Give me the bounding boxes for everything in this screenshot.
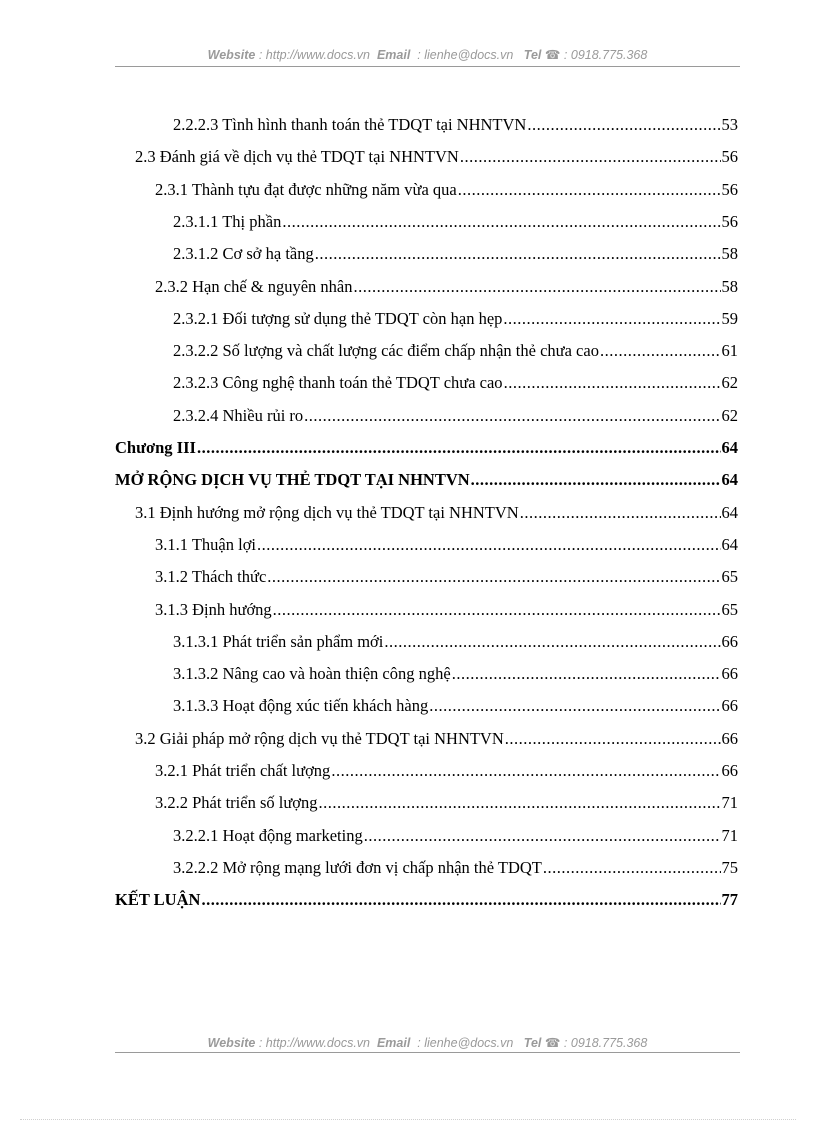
toc-dot-leader bbox=[458, 177, 721, 203]
toc-entry-title: 2.3.2.1 Đối tượng sử dụng thẻ TDQT còn hạn hẹp bbox=[173, 308, 503, 328]
toc-dot-leader bbox=[319, 790, 721, 816]
toc-dot-leader bbox=[315, 241, 721, 267]
toc-entry[interactable] bbox=[173, 112, 738, 138]
header-tel-value: ☎ : 0918.775.368 bbox=[544, 48, 648, 62]
toc-entry-page: 64 bbox=[721, 502, 738, 522]
toc-entry-page: 66 bbox=[721, 664, 738, 684]
toc-dot-leader bbox=[201, 887, 720, 913]
toc-entry-title: 3.1.3 Định hướng bbox=[155, 599, 272, 619]
toc-dot-leader bbox=[520, 500, 721, 526]
toc-entry[interactable] bbox=[173, 629, 738, 655]
toc-entry[interactable] bbox=[115, 467, 738, 493]
toc-entry-page: 65 bbox=[721, 599, 738, 619]
footer-rule bbox=[115, 1052, 740, 1053]
toc-dot-leader bbox=[429, 693, 720, 719]
toc-entry-page: 64 bbox=[721, 470, 738, 490]
toc-entry-page: 66 bbox=[721, 631, 738, 651]
page-header bbox=[115, 47, 740, 62]
toc-entry[interactable] bbox=[173, 209, 738, 235]
toc-entry[interactable] bbox=[155, 790, 738, 816]
footer-tel-label: Tel bbox=[523, 1036, 542, 1050]
toc-entry-title: 3.1.3.1 Phát triển sản phẩm mới bbox=[173, 631, 384, 651]
toc-entry-title: 2.3.2 Hạn chế & nguyên nhân bbox=[155, 276, 353, 296]
header-email-value: : lienhe@docs.vn bbox=[417, 48, 514, 62]
footer-email-value: : lienhe@docs.vn bbox=[417, 1036, 514, 1050]
toc-dot-leader bbox=[543, 855, 721, 881]
footer-email-label: Email bbox=[376, 1036, 411, 1050]
toc-entry[interactable] bbox=[155, 564, 738, 590]
toc-dot-leader bbox=[267, 564, 720, 590]
toc-entry-page: 56 bbox=[721, 211, 738, 231]
toc-entry-page: 62 bbox=[721, 373, 738, 393]
toc-dot-leader bbox=[452, 661, 721, 687]
toc-dot-leader bbox=[354, 274, 721, 300]
header-tel-label: Tel bbox=[523, 48, 542, 62]
toc-entry[interactable] bbox=[173, 370, 738, 396]
footer-website-value: : http://www.docs.vn bbox=[258, 1036, 371, 1050]
toc-entry[interactable] bbox=[173, 306, 738, 332]
toc-dot-leader bbox=[600, 338, 721, 364]
toc-entry-page: 58 bbox=[721, 244, 738, 264]
toc-entry-page: 65 bbox=[721, 567, 738, 587]
toc-entry-title: 2.3.2.2 Số lượng và chất lượng các điểm chấp nhận thẻ chưa cao bbox=[173, 341, 599, 361]
toc-entry[interactable] bbox=[173, 403, 738, 429]
toc-entry-page: 71 bbox=[721, 825, 738, 845]
toc-entry-title: 2.3.1.1 Thị phần bbox=[173, 211, 282, 231]
toc-entry[interactable] bbox=[173, 693, 738, 719]
footer-website-label: Website bbox=[207, 1036, 256, 1050]
toc-entry-title: 2.3.2.4 Nhiều rủi ro bbox=[173, 405, 304, 425]
toc-entry-title: 3.2.1 Phát triển chất lượng bbox=[155, 761, 331, 780]
toc-entry-page: 62 bbox=[721, 405, 738, 425]
toc-entry[interactable] bbox=[115, 887, 738, 913]
toc-entry[interactable] bbox=[155, 597, 738, 623]
toc-dot-leader bbox=[304, 403, 720, 429]
toc-entry-title: 3.2 Giải pháp mở rộng dịch vụ thẻ TDQT tại NHNTVN bbox=[135, 728, 504, 748]
toc-dot-leader bbox=[503, 306, 720, 332]
toc-entry[interactable] bbox=[115, 435, 738, 461]
header-rule bbox=[115, 66, 740, 67]
toc-entry-title: 3.1 Định hướng mở rộng dịch vụ thẻ TDQT tại NHNTVN bbox=[135, 502, 519, 522]
toc-entry-page: 66 bbox=[721, 696, 738, 716]
toc-dot-leader bbox=[331, 758, 720, 784]
toc-entry-title: 3.1.2 Thách thức bbox=[155, 567, 267, 587]
toc-entry-page: 75 bbox=[721, 857, 738, 877]
toc-entry-title: 3.2.2.2 Mở rộng mạng lưới đơn vị chấp nhận thẻ TDQT bbox=[173, 857, 542, 877]
toc-entry-page: 66 bbox=[721, 761, 738, 780]
toc-entry-title: Chương III bbox=[115, 438, 196, 457]
toc-entry-title: 3.1.3.3 Hoạt động xúc tiến khách hàng bbox=[173, 696, 429, 716]
toc-dot-leader bbox=[527, 112, 720, 138]
toc-entry-page: 59 bbox=[721, 308, 738, 328]
toc-entry-title: 2.3.2.3 Công nghệ thanh toán thẻ TDQT chưa cao bbox=[173, 373, 503, 393]
toc-dot-leader bbox=[505, 726, 721, 752]
toc-entry-page: 56 bbox=[721, 179, 738, 199]
toc-entry[interactable] bbox=[135, 144, 738, 170]
toc-entry[interactable] bbox=[135, 726, 738, 752]
toc-dot-leader bbox=[471, 467, 721, 493]
page-edge-divider bbox=[20, 1119, 796, 1120]
toc-entry-page: 61 bbox=[721, 341, 738, 361]
toc-entry[interactable] bbox=[173, 241, 738, 267]
toc-entry[interactable] bbox=[173, 823, 738, 849]
header-website-value: : http://www.docs.vn bbox=[258, 48, 371, 62]
header-email-label: Email bbox=[376, 48, 411, 62]
toc-entry-page: 56 bbox=[721, 147, 738, 167]
toc-entry-title: 3.1.3.2 Nâng cao và hoàn thiện công nghệ bbox=[173, 664, 451, 684]
toc-entry-page: 71 bbox=[721, 793, 738, 813]
toc-dot-leader bbox=[282, 209, 720, 235]
toc-dot-leader bbox=[460, 144, 721, 170]
toc-dot-leader bbox=[504, 370, 721, 396]
toc-entry[interactable] bbox=[155, 758, 738, 784]
toc-entry-page: 64 bbox=[721, 534, 738, 554]
footer-tel-value: ☎ : 0918.775.368 bbox=[544, 1036, 648, 1050]
toc-entry-title: 2.3.1 Thành tựu đạt được những năm vừa qua bbox=[155, 179, 457, 199]
toc-entry-title: 3.1.1 Thuận lợi bbox=[155, 534, 256, 554]
toc-entry-title: 3.2.2.1 Hoạt động marketing bbox=[173, 825, 363, 845]
page-footer bbox=[115, 1035, 740, 1050]
toc-dot-leader bbox=[384, 629, 720, 655]
toc-entry[interactable] bbox=[173, 338, 738, 364]
toc-entry-title: 2.3.1.2 Cơ sở hạ tầng bbox=[173, 244, 314, 264]
toc-entry-title: 3.2.2 Phát triển số lượng bbox=[155, 793, 318, 813]
toc-dot-leader bbox=[273, 597, 721, 623]
toc-entry[interactable] bbox=[155, 177, 738, 203]
toc-entry[interactable] bbox=[173, 661, 738, 687]
toc-entry[interactable] bbox=[155, 532, 738, 558]
toc-dot-leader bbox=[197, 435, 721, 461]
toc-entry-title: 2.2.2.3 Tình hình thanh toán thẻ TDQT tại NHNTVN bbox=[173, 115, 527, 134]
toc-entry[interactable] bbox=[135, 500, 738, 526]
header-website-label: Website bbox=[207, 48, 256, 62]
toc-entry-title: MỞ RỘNG DỊCH VỤ THẺ TDQT TẠI NHNTVN bbox=[115, 470, 470, 490]
toc-dot-leader bbox=[257, 532, 721, 558]
toc-entry-page: 77 bbox=[721, 890, 738, 910]
toc-entry-page: 64 bbox=[721, 438, 738, 457]
toc-entry-page: 53 bbox=[721, 115, 738, 134]
toc-entry-title: 2.3 Đánh giá về dịch vụ thẻ TDQT tại NHNTVN bbox=[135, 147, 459, 167]
toc-entry-page: 66 bbox=[721, 728, 738, 748]
toc-entry[interactable] bbox=[155, 274, 738, 300]
toc-entry-page: 58 bbox=[721, 276, 738, 296]
toc-dot-leader bbox=[364, 823, 721, 849]
toc-entry-title: KẾT LUẬN bbox=[115, 890, 201, 910]
toc-entry[interactable] bbox=[173, 855, 738, 881]
